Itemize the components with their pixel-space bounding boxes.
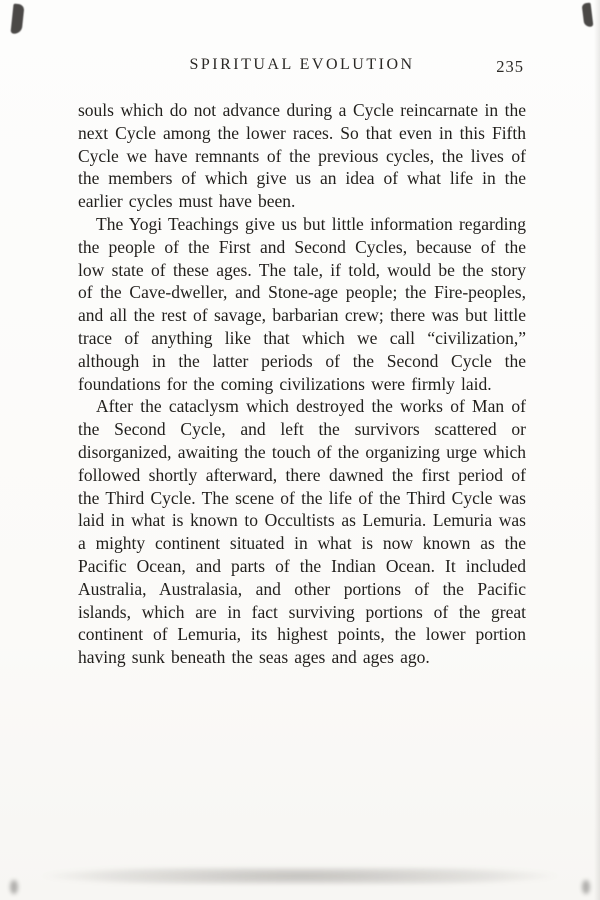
page-bottom-shadow (10, 868, 590, 884)
page-edge-shadow (594, 0, 600, 900)
page-number: 235 (496, 57, 524, 76)
paragraph: After the cataclysm which destroyed the works of Man of the Second Cycle, and left the survivors scattered or disorganized, awaiting the touch of the organizing urge which followed shortly afterward, there dawned the first period of the Third Cycle. The scene of the life of the Third Cycle was laid in what is known to Occultists as Lemuria. Lemuria was a mighty continent situated in what is now known as the Pacific Ocean, and parts of the Indian Ocean. It included Australia, Australasia, and other portions of the Pacific islands, which are in fact surviving portions of the great continent of Lemuria, its highest points, the lower portion having sunk beneath the seas ages and ages ago. (78, 396, 526, 668)
scan-artifact-top-left (10, 4, 24, 35)
page-header (78, 56, 526, 80)
scan-artifact-bottom-right (582, 880, 590, 894)
running-head-title: SPIRITUAL EVOLUTION (189, 56, 415, 73)
scan-artifact-bottom-left (10, 880, 18, 894)
paragraph: The Yogi Teachings give us but little information regarding the people of the First and Second Cycles, because of the low state of these ages. The tale, if told, would be the story of the Cave-dweller, and Stone-age people; the Fire-peoples, and all the rest of savage, barbarian crew; there was but little trace of anything like that which we call “civilization,” although in the latter periods of the Second Cycle the foundations for the coming civilizations were firmly laid. (78, 213, 526, 394)
paragraph: souls which do not advance during a Cycle reincarnate in the next Cycle among the lower races. So that even in this Fifth Cycle we have remnants of the previous cycles, the lives of the members of which give us an idea of what life in the earlier cycles must have been. (78, 100, 526, 212)
body-text (78, 99, 526, 669)
scan-artifact-top-right (582, 3, 594, 28)
